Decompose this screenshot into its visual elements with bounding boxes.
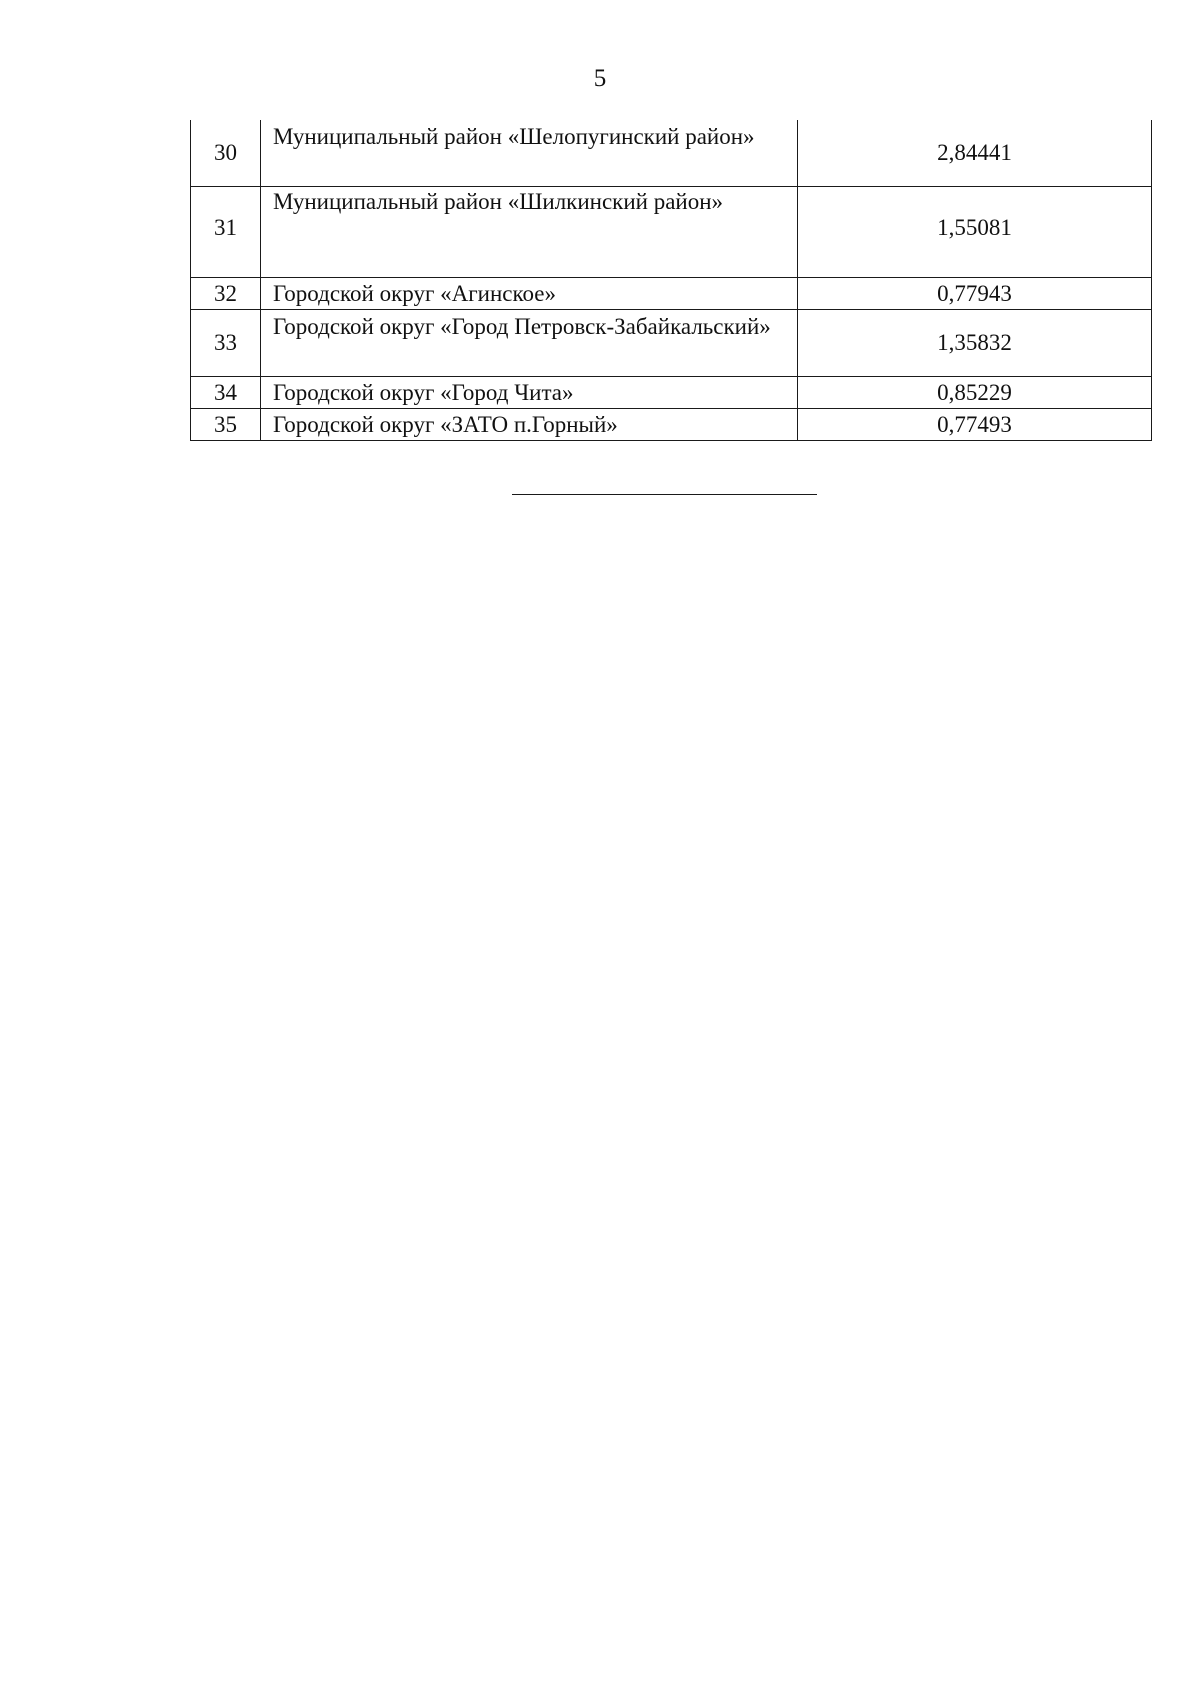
table-row: [191, 278, 1152, 310]
coefficient-value: 1,55081: [798, 187, 1152, 278]
municipality-name: Городской округ «Агинское»: [261, 278, 798, 310]
coefficient-value: 2,84441: [798, 120, 1152, 187]
table-row: [191, 187, 1152, 278]
municipality-name: Муниципальный район «Шилкинский район»: [261, 187, 798, 278]
row-number: 33: [191, 310, 261, 377]
municipality-name: Городской округ «ЗАТО п.Горный»: [261, 409, 798, 441]
end-of-document-rule: [512, 494, 817, 495]
row-number: 30: [191, 120, 261, 187]
page-number: 5: [593, 65, 607, 92]
coefficient-value: 0,77943: [798, 278, 1152, 310]
coefficient-value: 0,77493: [798, 409, 1152, 441]
coefficient-value: 1,35832: [798, 310, 1152, 377]
municipality-name: Городской округ «Город Чита»: [261, 377, 798, 409]
table-row: [191, 377, 1152, 409]
municipality-name: Муниципальный район «Шелопугинский район»: [261, 120, 798, 187]
row-number: 35: [191, 409, 261, 441]
table-row: [191, 310, 1152, 377]
table-row: [191, 120, 1152, 187]
coefficient-value: 0,85229: [798, 377, 1152, 409]
table-row: [191, 409, 1152, 441]
row-number: 32: [191, 278, 261, 310]
municipality-name: Городской округ «Город Петровск-Забайкальский»: [261, 310, 798, 377]
municipality-coefficient-table: [190, 120, 1152, 441]
row-number: 34: [191, 377, 261, 409]
row-number: 31: [191, 187, 261, 278]
